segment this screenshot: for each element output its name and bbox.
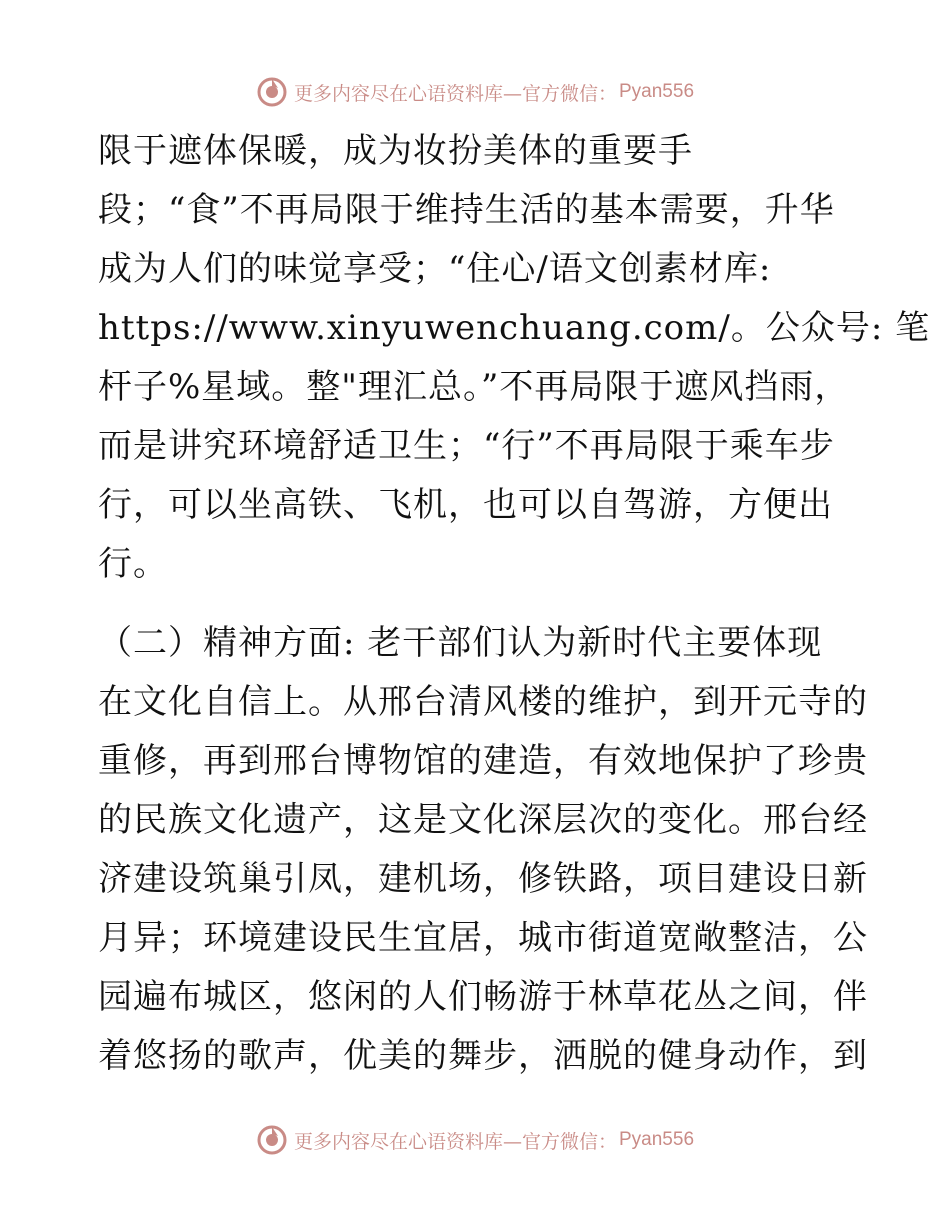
paragraph-gap	[98, 594, 858, 614]
text-line: https://www.xinyuwenchuang.com/。公众号: 笔	[98, 308, 931, 348]
text-line: 成为人们的味觉享受；“住心/语文创素材库:	[98, 249, 772, 289]
text-line: 限于遮体保暖，成为妆扮美体的重要手	[98, 131, 693, 171]
text-line: （二）精神方面: 老干部们认为新时代主要体现	[98, 623, 823, 663]
logo-icon	[256, 76, 288, 108]
text-line: 杆子%星域。整"理汇总。”不再局限于遮风挡雨，	[98, 367, 850, 407]
text-line: 重修，再到邢台博物馆的建造，有效地保护了珍贵	[98, 741, 868, 781]
document-body	[98, 122, 931, 1086]
text-line: 在文化自信上。从邢台清风楼的维护，到开元寺的	[98, 682, 868, 722]
text-line: 而是讲究环境舒适卫生；“行”不再局限于乘车步	[98, 426, 835, 466]
text-line: 行，可以坐高铁、飞机，也可以自驾游，方便出	[98, 485, 833, 525]
header-watermark	[0, 72, 950, 112]
watermark-text: 更多内容尽在心语资料库—官方微信：	[293, 82, 617, 105]
text-line: 着悠扬的歌声，优美的舞步，洒脱的健身动作，到	[98, 1036, 868, 1076]
footer-watermark	[0, 1120, 950, 1160]
text-line: 段；“食”不再局限于维持生活的基本需要，升华	[98, 190, 835, 230]
watermark-wechat-id: Pyan556	[619, 1129, 695, 1150]
text-line: 的民族文化遗产，这是文化深层次的变化。邢台经	[98, 800, 868, 840]
text-line: 园遍布城区，悠闲的人们畅游于林草花丛之间，伴	[98, 977, 868, 1017]
watermark-text: 更多内容尽在心语资料库—官方微信：	[293, 1130, 617, 1153]
paragraph-1	[98, 122, 931, 594]
logo-icon	[256, 1124, 288, 1156]
paragraph-2	[98, 614, 868, 1086]
text-line: 济建设筑巢引凤，建机场，修铁路，项目建设日新	[98, 859, 868, 899]
text-line: 行。	[98, 544, 168, 584]
text-line: 月异；环境建设民生宜居，城市街道宽敞整洁，公	[98, 918, 868, 958]
watermark-wechat-id: Pyan556	[619, 81, 695, 102]
